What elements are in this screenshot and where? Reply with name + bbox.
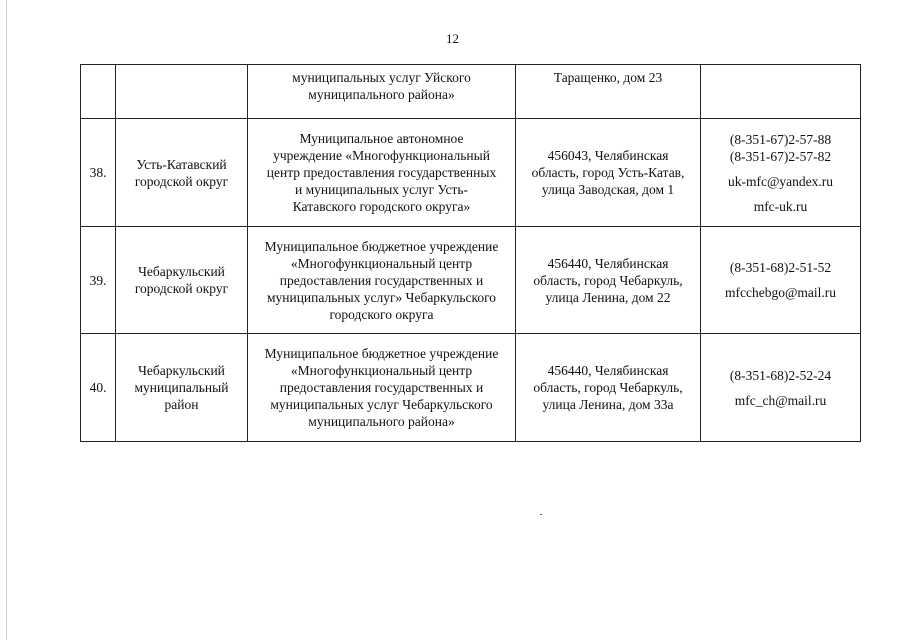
organization-line: Муниципальное автономное: [299, 131, 464, 146]
municipality-line: Чебаркульский: [138, 264, 225, 279]
address-cell: [516, 65, 701, 119]
address-line: область, город Усть-Катав,: [531, 165, 685, 180]
email-block: [704, 392, 857, 409]
address-cell: [516, 334, 701, 442]
row-number-cell: 38.: [81, 119, 116, 227]
municipality-cell: [116, 119, 248, 227]
address-cell: [516, 119, 701, 227]
row-number-cell: 39.: [81, 227, 116, 334]
organization-line: Катавского городского округа»: [292, 199, 471, 214]
address-line: 456440, Челябинская: [547, 255, 669, 271]
address-line: область, город Чебаркуль,: [533, 272, 683, 288]
email-address: mfc_ch@mail.ru: [734, 392, 827, 408]
organization-line: центр предоставления государственных: [266, 165, 497, 180]
email-address: mfcchebgo@mail.ru: [724, 285, 837, 300]
page-edge-line: [6, 0, 7, 640]
scan-speck: [540, 514, 542, 515]
website-block: [704, 198, 857, 215]
mfc-table: [80, 64, 861, 442]
municipality-line: городской округ: [134, 281, 229, 296]
organization-cell: [248, 65, 516, 119]
page-number: 12: [446, 31, 459, 46]
organization-cell: [248, 334, 516, 442]
organization-line: муниципального района»: [308, 87, 455, 102]
address-line: улица Ленина, дом 33а: [542, 397, 674, 412]
phone-number: (8-351-67)2-57-82: [729, 148, 832, 164]
municipality-line: Усть-Катавский: [136, 156, 227, 172]
municipality-line: городской округ: [134, 173, 229, 189]
contacts-cell: [701, 227, 861, 334]
phone-number: (8-351-67)2-57-88: [729, 131, 832, 147]
municipality-cell: [116, 227, 248, 334]
municipality-line: район: [164, 397, 199, 412]
contacts-cell: [701, 334, 861, 442]
email-block: [704, 284, 857, 301]
address-line: 456043, Челябинская: [547, 148, 669, 163]
contacts-cell: [701, 119, 861, 227]
website-address: mfc-uk.ru: [753, 198, 808, 214]
organization-line: муниципальных услуг Чебаркульского: [270, 397, 493, 412]
organization-line: учреждение «Многофункциональный: [273, 148, 490, 163]
table-row-39: [81, 227, 861, 334]
phones-block: [704, 131, 857, 165]
contacts-cell: [701, 65, 861, 119]
email-address: uk-mfc@yandex.ru: [727, 173, 834, 189]
organization-line: Муниципальное бюджетное учреждение: [264, 346, 499, 361]
organization-line: муниципальных услуг» Чебаркульского: [266, 289, 497, 305]
phone-number: (8-351-68)2-52-24: [729, 367, 832, 383]
organization-line: «Многофункциональный центр: [290, 255, 473, 271]
address-line: улица Заводская, дом 1: [541, 182, 675, 197]
organization-line: муниципальных услуг Уйского: [292, 70, 471, 85]
phone-number: (8-351-68)2-51-52: [729, 260, 832, 275]
municipality-line: муниципальный: [134, 380, 229, 395]
municipality-cell: [116, 334, 248, 442]
email-block: [704, 173, 857, 190]
organization-line: Муниципальное бюджетное учреждение: [264, 238, 499, 254]
organization-line: городского округа: [329, 306, 434, 322]
phones-block: [704, 367, 857, 384]
organization-line: «Многофункциональный центр: [290, 363, 473, 378]
phones-block: [704, 259, 857, 276]
row-number-cell: 40.: [81, 334, 116, 442]
organization-line: и муниципальных услуг Усть-: [294, 182, 469, 197]
municipality-line: Чебаркульский: [138, 363, 225, 378]
address-line: 456440, Челябинская: [547, 363, 669, 378]
table-row-38: [81, 119, 861, 227]
organization-line: предоставления государственных и: [279, 272, 484, 288]
address-cell: [516, 227, 701, 334]
table-row-40: [81, 334, 861, 442]
row-number-cell: [81, 65, 116, 119]
organization-cell: [248, 119, 516, 227]
municipality-cell: [116, 65, 248, 119]
organization-line: муниципального района»: [308, 414, 455, 429]
address-line: область, город Чебаркуль,: [533, 380, 683, 395]
organization-cell: [248, 227, 516, 334]
table-row-continuation: [81, 65, 861, 119]
organization-line: предоставления государственных и: [279, 380, 484, 395]
address-line: Таращенко, дом 23: [553, 70, 663, 85]
address-line: улица Ленина, дом 22: [545, 289, 671, 305]
